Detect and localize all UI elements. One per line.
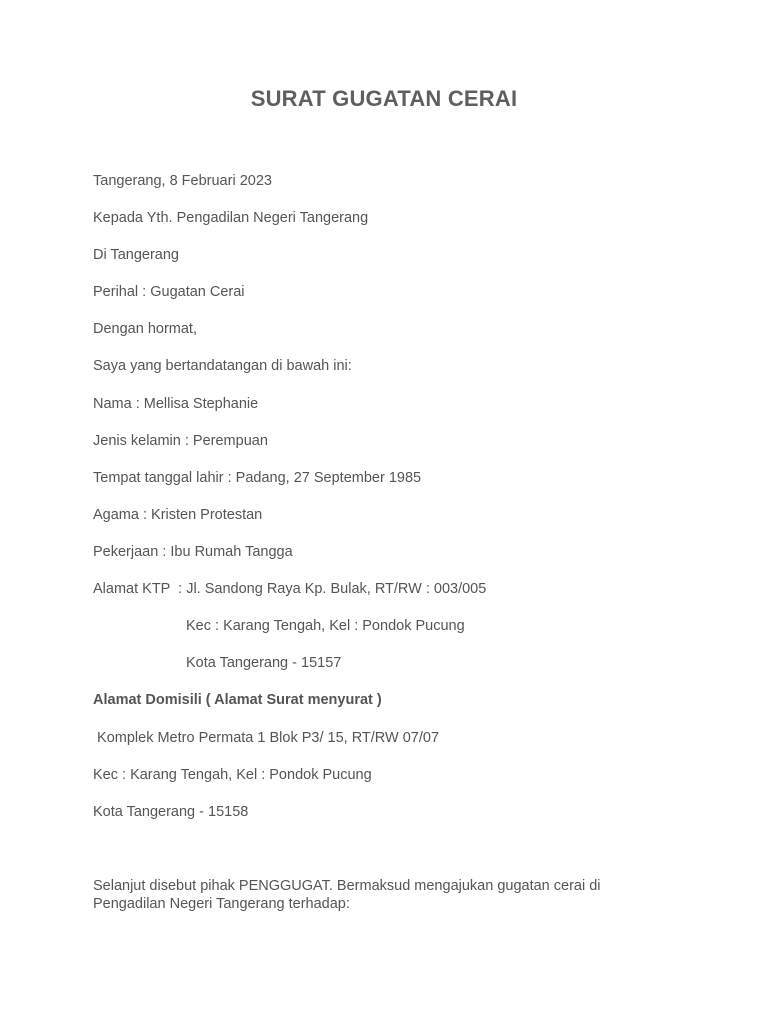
ktp-address-line3: Kota Tangerang - 15157 [186,655,342,671]
intro: Saya yang bertandatangan di bawah ini: [93,358,352,374]
field-gender: Jenis kelamin : Perempuan [93,433,268,449]
document-title: SURAT GUGATAN CERAI [250,86,518,111]
recipient: Kepada Yth. Pengadilan Negeri Tangerang [93,210,369,226]
place-date: Tangerang, 8 Februari 2023 [93,173,272,189]
field-occupation: Pekerjaan : Ibu Rumah Tangga [93,544,293,560]
field-name: Nama : Mellisa Stephanie [93,396,259,412]
closing-paragraph: Selanjut disebut pihak PENGGUGAT. Bermaksud mengajukan gugatan cerai di Pengadilan Negeri Tangerang terhadap: [93,878,601,912]
domicile-heading: Alamat Domisili ( Alamat Surat menyurat ) [93,692,382,708]
domicile-line1: Komplek Metro Permata 1 Blok P3/ 15, RT/RW 07/07 [93,730,440,746]
greeting: Dengan hormat, [93,321,197,337]
ktp-address-line1: Alamat KTP : Jl. Sandong Raya Kp. Bulak, RT/RW : 003/005 [93,581,487,597]
domicile-line3: Kota Tangerang - 15158 [93,804,249,820]
domicile-line2: Kec : Karang Tengah, Kel : Pondok Pucung [93,767,372,783]
ktp-address-line2: Kec : Karang Tengah, Kel : Pondok Pucung [186,618,465,634]
subject: Perihal : Gugatan Cerai [93,284,245,300]
field-birth: Tempat tanggal lahir : Padang, 27 September 1985 [93,470,422,486]
field-religion: Agama : Kristen Protestan [93,507,263,523]
location: Di Tangerang [93,247,179,263]
